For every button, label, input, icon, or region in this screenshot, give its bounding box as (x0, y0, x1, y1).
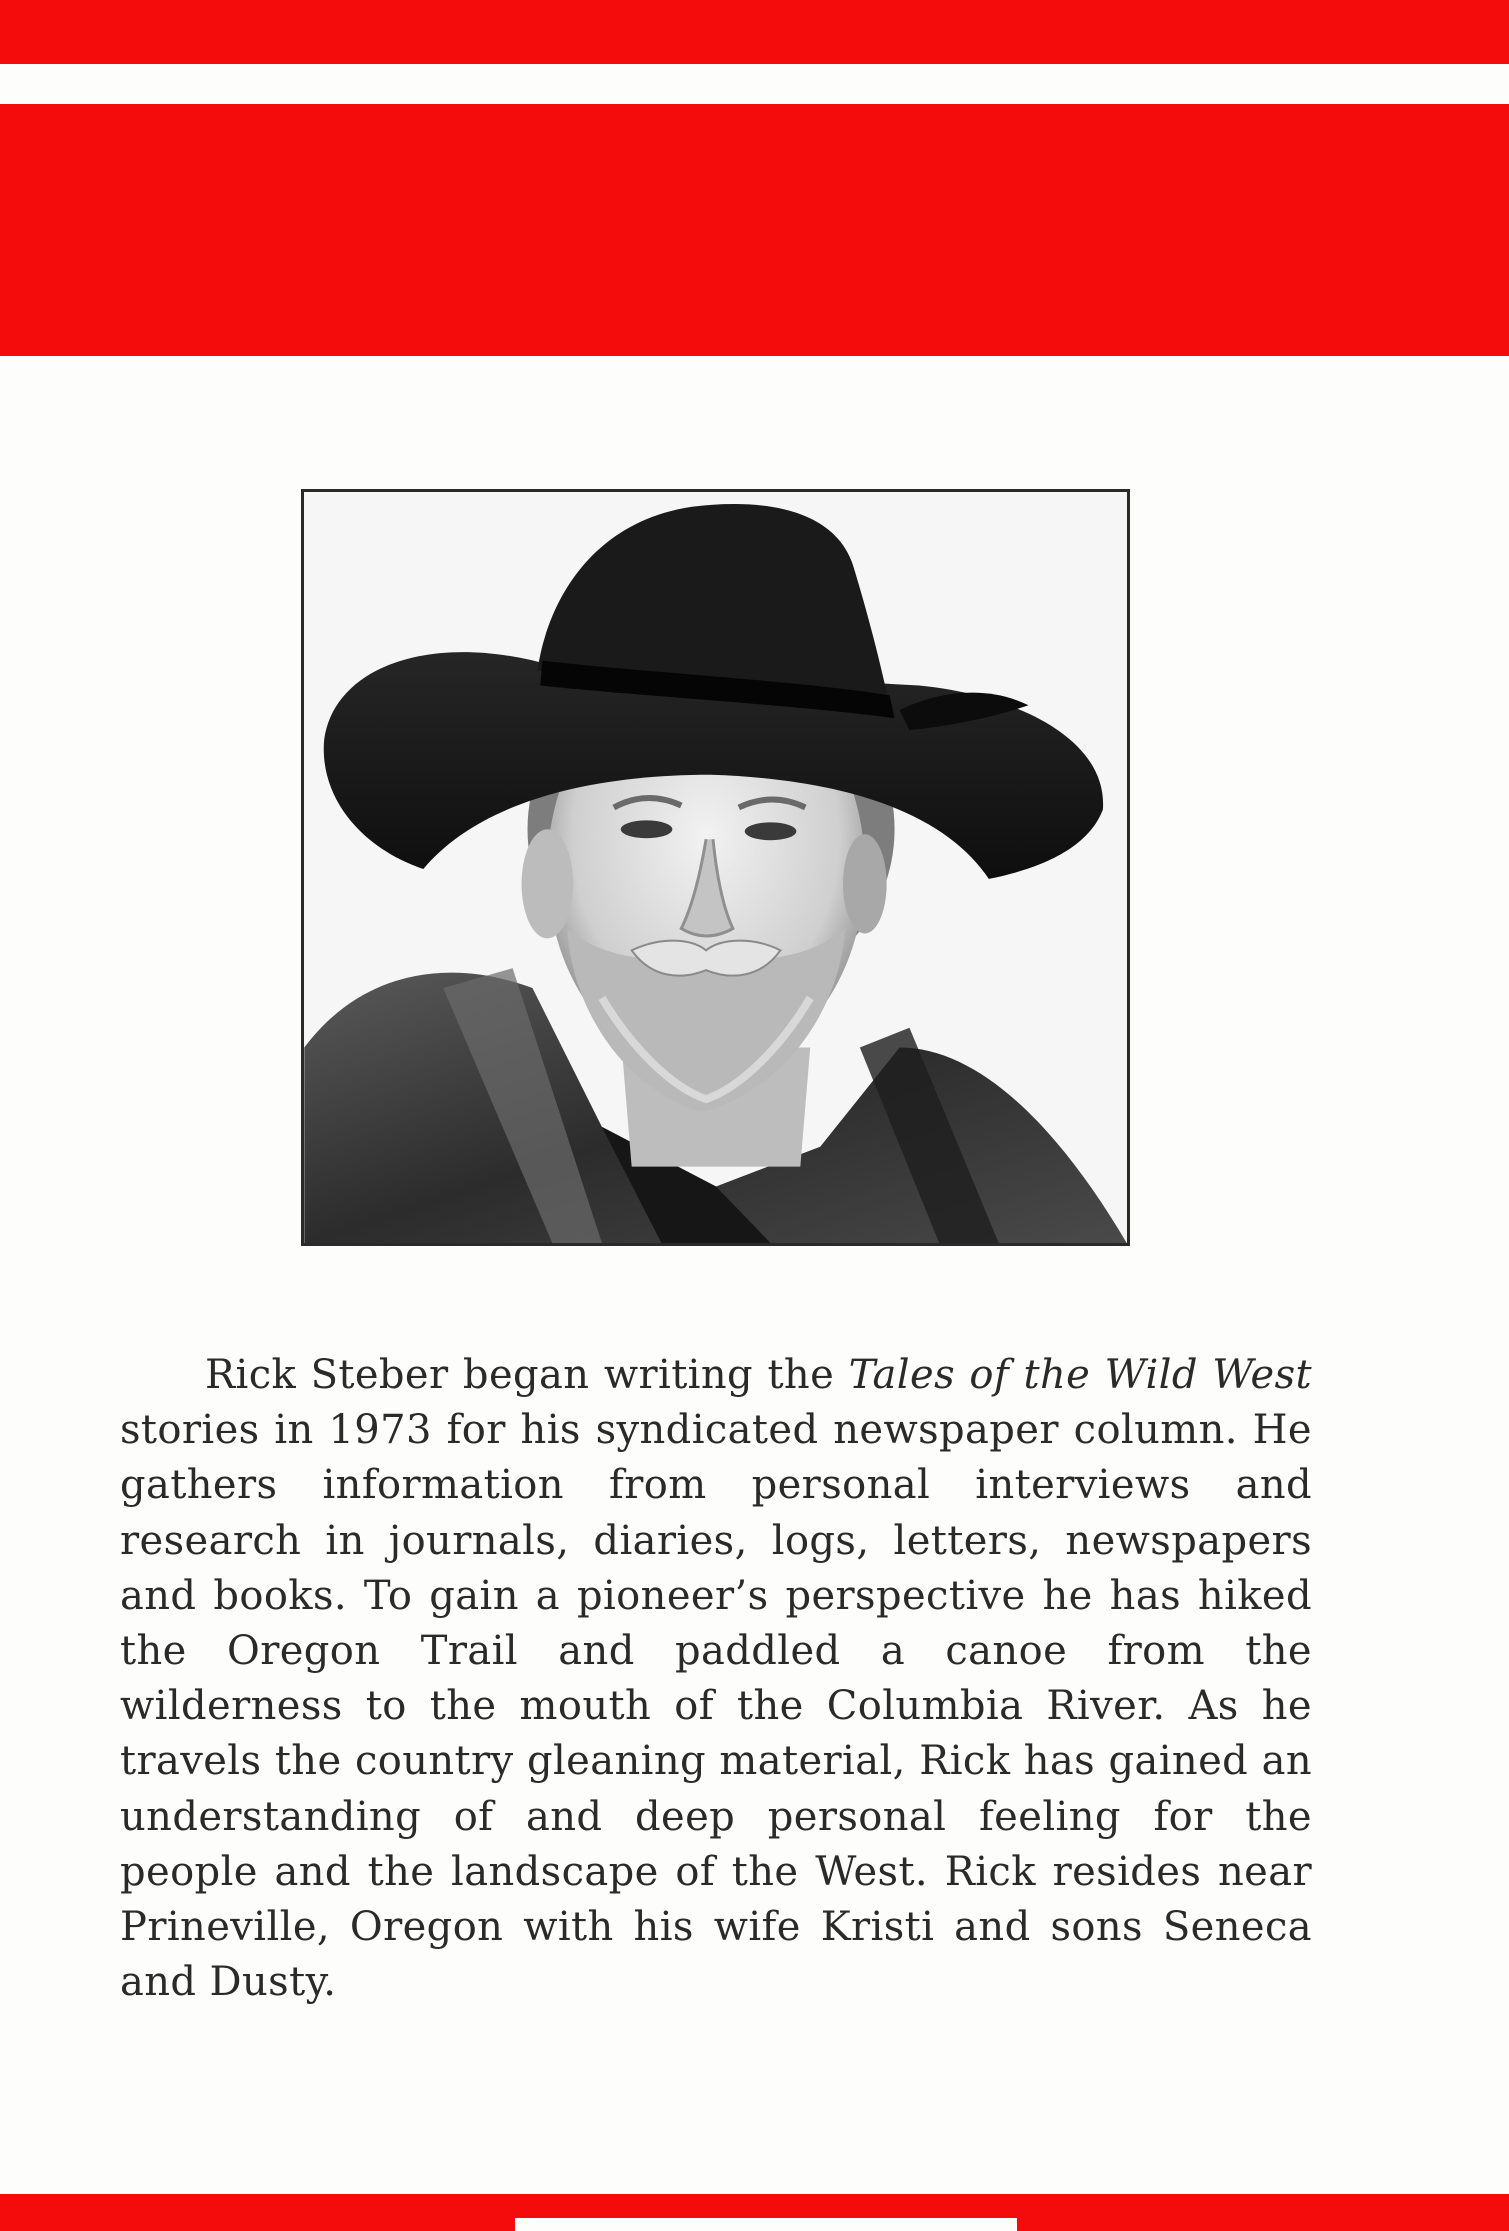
author-photo (301, 489, 1130, 1246)
book-title: Tales of the Wild West (848, 1352, 1312, 1398)
bio-text-rest: stories in 1973 for his syndicated newspaper column. He gathers information from personal interviews and research in journals, diaries, logs, letters, newspapers and books. To gain a pioneer’s perspective he has hiked the Oregon Trail and paddled a canoe from the wilderness to the mouth of the Columbia River. As he travels the country gleaning material, Rick has gained an understanding of and deep personal feeling for the people and the landscape of the West. Rick resides near Prineville, Oregon with his wife Kristi and sons Seneca and Dusty. (120, 1407, 1312, 2006)
top-red-stripe (0, 0, 1509, 64)
author-bio (120, 1348, 1312, 2010)
top-red-band (0, 104, 1509, 356)
portrait-illustration (304, 492, 1127, 1243)
bottom-band-notch (515, 2218, 1017, 2231)
bio-text-start: Rick Steber began writing the (205, 1352, 849, 1398)
